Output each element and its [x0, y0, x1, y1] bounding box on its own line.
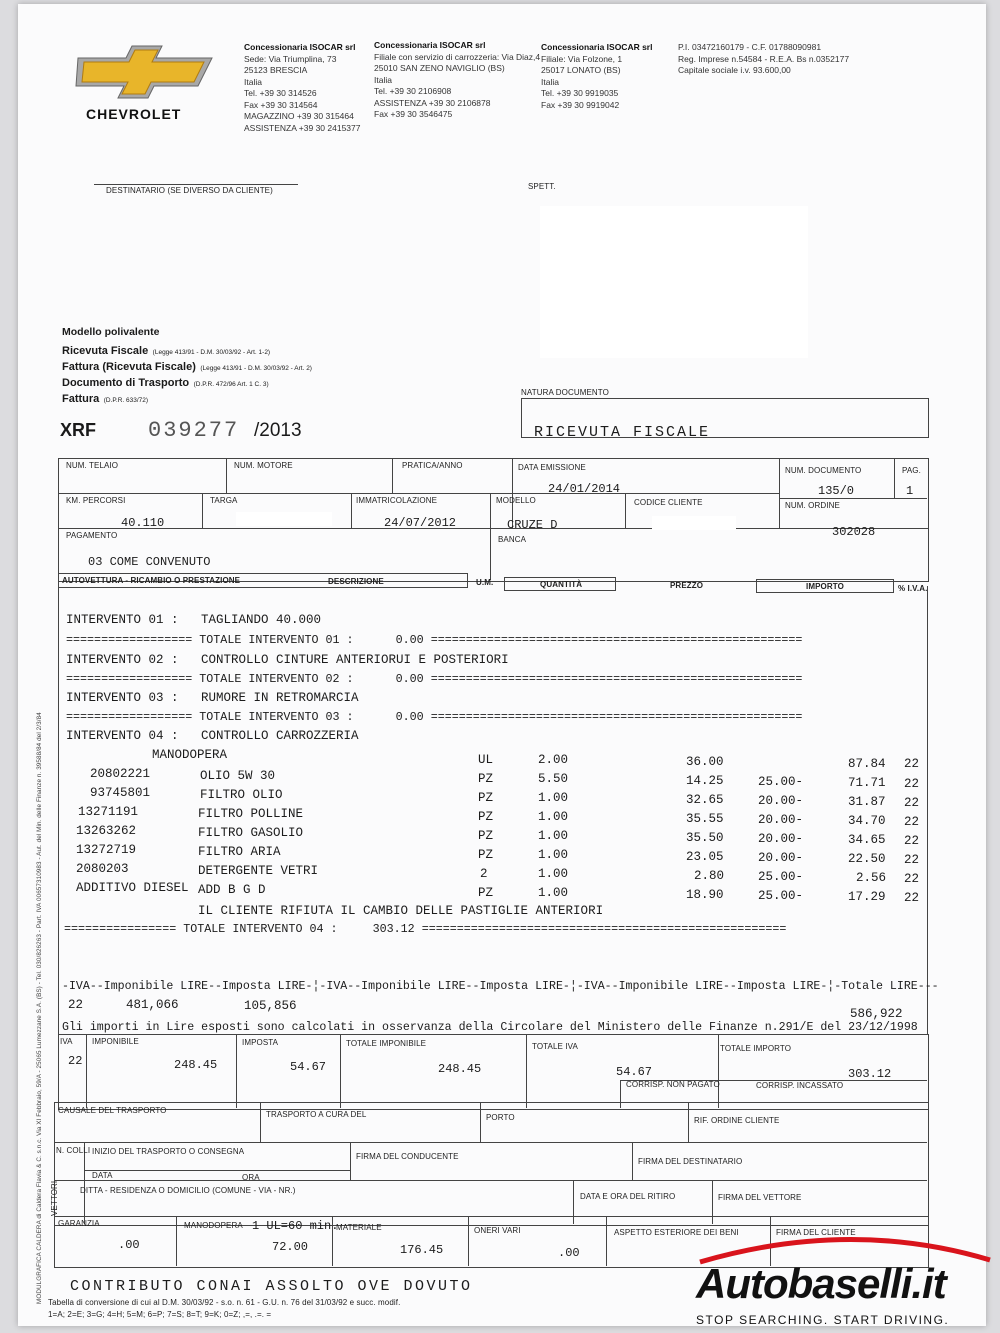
customer-address-redacted [540, 206, 808, 358]
iva-value: 22 [68, 1054, 83, 1068]
rif-ordine-label: RIF. ORDINE CLIENTE [694, 1116, 780, 1125]
trasporto-a-cura-label: TRASPORTO A CURA DEL [266, 1110, 367, 1119]
conai-line: CONTRIBUTO CONAI ASSOLTO OVE DOVUTO [70, 1278, 473, 1295]
totale-iva-value: 54.67 [616, 1065, 653, 1079]
data-label: DATA [92, 1171, 113, 1180]
note-line: IL CLIENTE RIFIUTA IL CAMBIO DELLE PASTIGLIE ANTERIORI [198, 904, 604, 918]
num-ordine-value: 302028 [832, 525, 876, 539]
spett-label: SPETT. [528, 182, 556, 191]
aspetto-label: ASPETTO ESTERIORE DEI BENI [614, 1228, 739, 1237]
imposta-label: IMPOSTA [242, 1038, 279, 1047]
imposta-value: 54.67 [290, 1060, 327, 1074]
col-quantita: QUANTITÀ [540, 580, 583, 589]
totale-imponibile-label: TOTALE IMPONIBILE [346, 1039, 427, 1048]
intervento-02: INTERVENTO 02 : CONTROLLO CINTURE ANTERIORUI E POSTERIORI [66, 653, 509, 667]
modello-block: Modello polivalente Ricevuta Fiscale (Legge 413/91 - D.M. 30/03/92 - Art. 1-2) Fattura (Ricevuta Fiscale) (Legge 413/91 - D.M. 30/03/92 - Art. 2) Documento di Trasporto (D.P.R. 472/96 Art. 1 C. 3) Fattura (D.P.R. 633/72) [62, 326, 312, 405]
km-value: 40.110 [121, 516, 165, 530]
oneri-vari-value: .00 [558, 1246, 580, 1260]
totale-intervento-04: ================ TOTALE INTERVENTO 04 : 303.12 ==================================================== [64, 922, 787, 936]
garanzia-label: GARANZIA [58, 1219, 100, 1228]
pag-value: 1 [906, 484, 914, 498]
bowtie-icon [74, 44, 214, 100]
lire-header: -IVA--Imponibile LIRE--Imposta LIRE-¦-IVA--Imponibile LIRE--Imposta LIRE-¦-IVA--Imponibile LIRE--Imposta LIRE-¦-Totale LIRE--- [62, 980, 939, 993]
n-colli-label: N. COLLI [56, 1146, 91, 1155]
lire-imposta: 105,856 [244, 999, 297, 1013]
firma-cliente-label: FIRMA DEL CLIENTE [776, 1228, 856, 1237]
lire-iva: 22 [68, 998, 84, 1012]
header-filiale-lonato: Concessionaria ISOCAR srl Filiale: Via Folzone, 1 25017 LONATO (BS) Italia Tel. +39 30 9919035 Fax +39 30 9919042 [541, 42, 653, 110]
pagamento-label: PAGAMENTO [66, 531, 118, 540]
brand-name: CHEVROLET [86, 106, 182, 122]
totale-iva-label: TOTALE IVA [532, 1042, 578, 1051]
materiale-value: 176.45 [400, 1243, 444, 1257]
manodopera-value: 72.00 [272, 1240, 309, 1254]
doc-prefix: XRF [60, 420, 96, 440]
autobaselli-watermark [660, 1226, 996, 1330]
immatricolazione-value: 24/07/2012 [384, 516, 457, 530]
header-sede: Concessionaria ISOCAR srl Sede: Via Triumplina, 73 25123 BRESCIA Italia Tel. +39 30 314526 Fax +39 30 314564 MAGAZZINO +39 30 315464 ASSISTENZA +39 30 2415377 [244, 42, 361, 133]
lire-totale: 586,922 [850, 1007, 903, 1021]
pratica-label: PRATICA/ANNO [402, 461, 463, 470]
imponibile-value: 248.45 [174, 1058, 218, 1072]
destinatario-label: DESTINATARIO (SE DIVERSO DA CLIENTE) [106, 186, 273, 195]
natura-value: RICEVUTA FISCALE [534, 424, 711, 441]
porto-label: PORTO [486, 1113, 515, 1122]
num-ordine-label: NUM. ORDINE [785, 501, 840, 510]
codice-cliente-redacted [652, 516, 736, 530]
banca-label: BANCA [498, 535, 527, 544]
invoice-document: CHEVROLET Concessionaria ISOCAR srl Sede: Via Triumplina, 73 25123 BRESCIA Italia Tel. +39 30 314526 Fax +39 30 314564 MAGAZZINO +39 30 315464 ASSISTENZA +39 30 2415377 Concessionaria ISOCAR srl Filiale con servizio di carrozzeria: Via Diaz,4 25010 SAN ZENO NAVIGLIO (BS) Italia Tel. +39 30 2106908 ASSISTENZA +39 30 2106878 Fax +39 30 3546475 Concessionaria ISOCAR srl Filiale: Via Folzone, 1 25017 LONATO (BS) Italia Tel. +39 30 9919035 Fax +39 30 9919042 P.I. 03472160179 - C.F. 01788090981 Reg. Imprese n.54584 - R.E.A. Bs n.0352177 Capitale sociale i.v. 93.600,00 DESTINATARIO (SE DIVERSO DA CLIENTE) SPETT. Modello polivalente Ricevuta Fiscale (Legge 413/91 - D.M. 30/03/92 - Art. 1-2) Fattura (Ricevuta Fiscale) (Legge 413/91 - D.M. 30/03/92 - Art. 2) Documento di Trasporto (D.P.R. 472/96 Art. 1 C. 3) Fattura (D.P.R. 633/72) NATURA DOCUMENTO RICEVUTA FISCALE XRF 039277 /2013 NUM. TELAIO NUM. MOTORE PRATICA/ANNO DATA EMISSIONE 24/01/2014 NUM. DOCUMENTO 135/0 PAG. 1 KM. PERCORSI 40.110 TARGA IMMATRICOLAZIONE 24/07/2012 MODELLO CRUZE D CODICE CLIENTE NUM. ORDINE 302028 PAGAMENTO 03 COME CONVENUTO BANCA AUTOVETTURA - RICAMBIO O PRESTAZIONE DESCRIZIONE U.M. QUANTITÀ PREZZO IMPORTO % I.V.A. INTERVENTO 01 : TAGLIANDO 40.000 ================== TOTALE INTERVENTO 01 : 0.00 ===================================================== INTERVENTO 02 : CONTROLLO CINTURE ANTERIORUI E POSTERIORI ================== TOTALE INTERVENTO 02 : 0.00 ===================================================== INTERVENTO 03 : RUMORE IN RETROMARCIA ================== TOTALE INTERVENTO 03 : 0.00 ===================================================== INTERVENTO 04 : CONTROLLO CARROZZERIA MANODOPERA UL 2.00 36.00 87.84 22 20802221 OLIO 5W 30 PZ 5.50 14.25 25.00- 71.71 22 93745801 FILTRO OLIO PZ 1.00 32.65 20.00- 31.87 22 13271191 FILTRO POLLINE PZ 1.00 35.55 20.00- 34.70 22 13263262 FILTRO GASOLIO PZ 1.00 35.50 20.00- 34.65 22 13272719 FILTRO ARIA PZ 1.00 23.05 20.00- 22.50 22 2080203 DETERGENTE VETRI 2 1.00 2.80 25.00- 2.56 22 ADDITIVO DIESEL ADD B G D PZ 1.00 18.90 25.00- 17.29 22 IL CLIENTE RIFIUTA IL CAMBIO DELLE PASTIGLIE ANTERIORI ================ TOTALE INTERVENTO 04 : 303.12 ==================================================== -IVA--Imponibile LIRE--Imposta LIRE-¦-IVA--Imponibile LIRE--Imposta LIRE-¦-IVA--Imponibile LIRE--Imposta LIRE-¦-Totale LIRE--- 22 481,066 105,856 586,922 Gli importi in Lire esposti sono calcolati in osservanza della Circolare del Ministero delle Finanze n.291/E del 23/12/1998 IVA 22 IMPONIBILE 248.45 IMPOSTA 54.67 TOTALE IMPONIBILE 248.45 TOTALE IVA 54.67 TOTALE IMPORTO 303.12 CORRISP. NON PAGATO CORRISP. INCASSATO CAUSALE DEL TRASPORTO TRASPORTO A CURA DEL PORTO RIF. ORDINE CLIENTE N. COLLI INIZIO DEL TRASPORTO O CONSEGNA DATA ORA FIRMA DEL CONDUCENTE FIRMA DEL DESTINATARIO VETTORI DITTA - RESIDENZA O DOMICILIO (COMUNE - VIA - NR.) DATA E ORA DEL RITIRO FIRMA DEL VETTORE GARANZIA .00 MANODOPERA 1 UL=60 min. 72.00 MATERIALE 176.45 ONERI VARI .00 ASPETTO ESTERIORE DEI BENI FIRMA DEL CLIENTE CONTRIBUTO CONAI ASSOLTO OVE DOVUTO Tabella di conversione di cui al D.M. 30/03/92 - s.o. n. 61 - G.U. n. 76 del 31/03/92 e succ. modif. 1=A; 2=E; 3=G; 4=H; 5=M; 6=P; 7=S; 8=T; 9=K; 0=Z; ,=, .=. = MODULGRAFICA CALDERA di Caldera Flavia & C. s.n.c. Via XI Febbraio, 59/A - 25065 Lumezzane S.A. (BS) - Tel. 030/826263 - Part. IVA 00657310983 - Aut. del Min. delle Finanze n. 39588/84 del 2/3/84 [18, 4, 986, 1326]
km-label: KM. PERCORSI [66, 496, 126, 505]
totale-importo-label: TOTALE IMPORTO [720, 1044, 792, 1053]
col-autovettura: AUTOVETTURA - RICAMBIO O PRESTAZIONE [62, 576, 241, 585]
firma-destinatario-label: FIRMA DEL DESTINATARIO [638, 1157, 743, 1166]
corrisp-incassato-label: CORRISP. INCASSATO [756, 1081, 844, 1090]
footer-conversion: Tabella di conversione di cui al D.M. 30/03/92 - s.o. n. 61 - G.U. n. 76 del 31/03/92 e succ. modif. [48, 1298, 401, 1307]
doc-year: /2013 [254, 420, 302, 441]
header-company-ids: P.I. 03472160179 - C.F. 01788090981 Reg. Imprese n.54584 - R.E.A. Bs n.0352177 Capitale sociale i.v. 93.600,00 [678, 42, 850, 75]
data-emissione-label: DATA EMISSIONE [518, 463, 586, 472]
num-documento-value: 135/0 [818, 484, 855, 498]
chevrolet-logo [70, 44, 220, 129]
watermark-tagline: STOP SEARCHING. START DRIVING. [696, 1313, 950, 1327]
manodopera-note: 1 UL=60 min. [252, 1219, 339, 1233]
intervento-04: INTERVENTO 04 : CONTROLLO CARROZZERIA [66, 729, 359, 743]
imponibile-label: IMPONIBILE [92, 1037, 139, 1046]
ora-label: ORA [242, 1173, 260, 1182]
num-documento-label: NUM. DOCUMENTO [785, 466, 862, 475]
targa-label: TARGA [210, 496, 238, 505]
col-prezzo: PREZZO [670, 581, 704, 590]
header-filiale-sanzeno: Concessionaria ISOCAR srl Filiale con servizio di carrozzeria: Via Diaz,4 25010 SAN ZENO NAVIGLIO (BS) Italia Tel. +39 30 2106908 ASSISTENZA +39 30 2106878 Fax +39 30 3546475 [374, 40, 541, 119]
materiale-label: MATERIALE [336, 1223, 382, 1232]
lire-imponibile: 481,066 [126, 998, 179, 1012]
oneri-vari-label: ONERI VARI [474, 1226, 521, 1235]
ditta-label: DITTA - RESIDENZA O DOMICILIO (COMUNE - VIA - NR.) [80, 1186, 296, 1195]
immatricolazione-label: IMMATRICOLAZIONE [356, 496, 438, 505]
pagamento-value: 03 COME CONVENUTO [88, 555, 211, 569]
corrisp-non-pagato-label: CORRISP. NON PAGATO [626, 1080, 720, 1089]
vettori-label: VETTORI [50, 1180, 59, 1216]
col-iva: % I.V.A. [898, 584, 928, 593]
inizio-trasporto-label: INIZIO DEL TRASPORTO O CONSEGNA [92, 1147, 245, 1156]
data-emissione-value: 24/01/2014 [548, 482, 621, 496]
totale-importo-value: 303.12 [848, 1067, 892, 1081]
intervento-03: INTERVENTO 03 : RUMORE IN RETROMARCIA [66, 691, 359, 705]
manodopera-label: MANODOPERA [184, 1221, 243, 1230]
natura-label: NATURA DOCUMENTO [521, 388, 609, 397]
intervento-01: INTERVENTO 01 : TAGLIANDO 40.000 [66, 613, 322, 627]
pag-label: PAG. [902, 466, 921, 475]
totale-intervento-02: ================== TOTALE INTERVENTO 02 : 0.00 ===================================================== [66, 672, 803, 686]
totale-intervento-03: ================== TOTALE INTERVENTO 03 : 0.00 ===================================================== [66, 710, 803, 724]
iva-label: IVA [60, 1037, 73, 1046]
doc-number: 039277 [148, 418, 240, 443]
totale-imponibile-value: 248.45 [438, 1062, 482, 1076]
targa-redacted [236, 512, 332, 526]
footer-codes: 1=A; 2=E; 3=G; 4=H; 5=M; 6=P; 7=S; 8=T; 9=K; 0=Z; ,=, .=. = [48, 1310, 272, 1319]
num-motore-label: NUM. MOTORE [234, 461, 293, 470]
totale-intervento-01: ================== TOTALE INTERVENTO 01 : 0.00 ===================================================== [66, 633, 803, 647]
col-um: U.M. [476, 578, 494, 587]
codice-cliente-label: CODICE CLIENTE [634, 498, 703, 507]
firma-vettore-label: FIRMA DEL VETTORE [718, 1193, 802, 1202]
lire-note: Gli importi in Lire esposti sono calcolati in osservanza della Circolare del Ministero delle Finanze n.291/E del 23/12/1998 [62, 1021, 918, 1034]
printer-side-text: MODULGRAFICA CALDERA di Caldera Flavia & C. s.n.c. Via XI Febbraio, 59/A - 25065 Lumezzane S.A. (BS) - Tel. 030/826263 - Part. IVA 00657310983 - Aut. del Min. delle Finanze n. 39588/84 del 2/3/84 [36, 712, 43, 1304]
col-importo: IMPORTO [806, 582, 844, 591]
num-telaio-label: NUM. TELAIO [66, 461, 119, 470]
modello-value: CRUZE D [507, 518, 558, 532]
causale-label: CAUSALE DEL TRASPORTO [58, 1106, 167, 1115]
totals-grid [58, 1034, 929, 1110]
watermark-brand: Autobaselli.it [696, 1260, 946, 1307]
data-ritiro-label: DATA E ORA DEL RITIRO [580, 1192, 676, 1201]
garanzia-value: .00 [118, 1238, 140, 1252]
col-descrizione: DESCRIZIONE [328, 577, 384, 586]
modello-label: MODELLO [496, 496, 536, 505]
firma-conducente-label: FIRMA DEL CONDUCENTE [356, 1152, 459, 1161]
